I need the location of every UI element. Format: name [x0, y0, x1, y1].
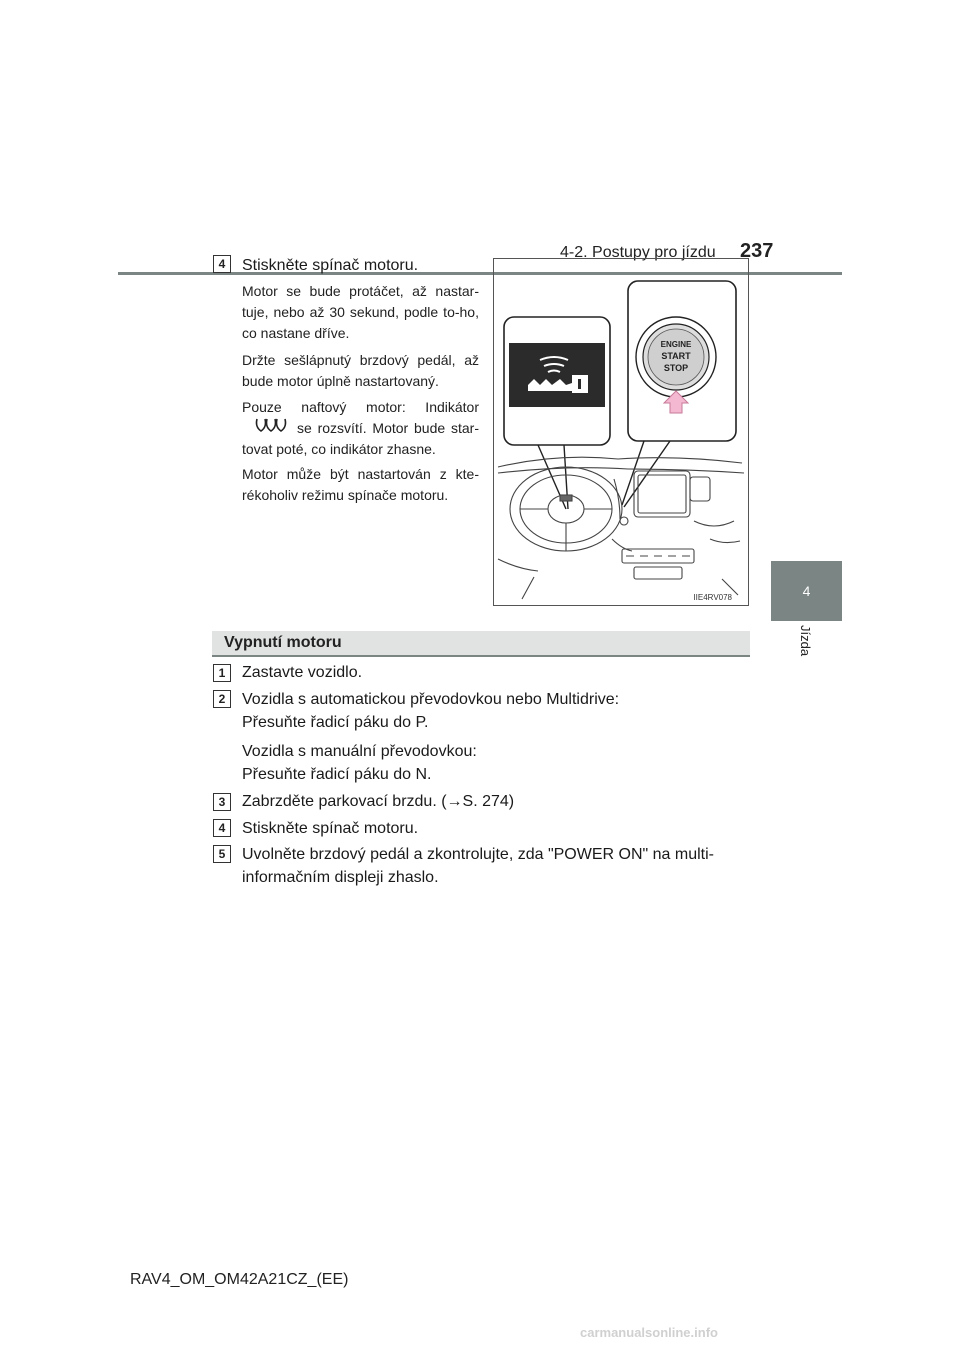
chapter-tab-label: Jízda — [798, 625, 813, 657]
step-5-line-1: Uvolněte brzdový pedál a zkontrolujte, zda "POWER ON" na multi- — [242, 846, 714, 863]
step-badge-5: 5 — [213, 845, 231, 863]
figure-code: IIE4RV078 — [693, 593, 732, 602]
note-any-mode: Motor může být nastartován z kte-rékoholiv režimu spínače motoru. — [242, 466, 479, 503]
chapter-tab[interactable]: 4 — [771, 561, 842, 621]
step-2-line-p: Přesuňte řadicí páku do P. — [242, 714, 429, 731]
section-title: 4-2. Postupy pro jízdu — [560, 244, 716, 261]
note-cranking: Motor se bude protáčet, až nastar-tuje, nebo až 30 sekund, podle to-ho, co nastane dříve. — [242, 283, 479, 341]
step-2-line-manual: Vozidla s manuální převodovkou: — [242, 743, 477, 760]
step-badge-3: 3 — [213, 793, 231, 811]
note-diesel: Pouze naftový motor: Indikátor — [242, 399, 479, 415]
step-3-text: Zabrzděte parkovací brzdu. (→S. 274) — [242, 793, 515, 810]
step-badge: 4 — [213, 255, 231, 273]
section-heading-stop-engine — [212, 631, 750, 657]
step-5-line-2: informačním displeji zhaslo. — [242, 869, 439, 886]
step-2-line-auto: Vozidla s automatickou převodovkou nebo Multidrive: — [242, 691, 620, 708]
section-heading-text: Vypnutí motoru — [224, 634, 342, 651]
note-brake: Držte sešlápnutý brzdový pedál, až bude motor úplně nastartovaný. — [242, 352, 479, 389]
button-text-start: START — [661, 351, 691, 361]
note-indicator: se rozsvítí. Motor bude star-tovat poté, co indikátor zhasne. — [242, 420, 479, 457]
step-2-line-n: Přesuňte řadicí páku do N. — [242, 766, 432, 783]
document-code: RAV4_OM_OM42A21CZ_(EE) — [130, 1271, 349, 1288]
step-badge-2: 2 — [213, 690, 231, 708]
step-badge-1: 1 — [213, 664, 231, 682]
step-title: Stiskněte spínač motoru. — [242, 257, 419, 274]
dashboard-line-art — [498, 457, 744, 599]
step-badge-4: 4 — [213, 819, 231, 837]
watermark: carmanualsonline.info — [580, 1325, 718, 1340]
dashboard-illustration — [493, 258, 749, 606]
dashboard-drawing — [494, 259, 748, 605]
step-4-text: Stiskněte spínač motoru. — [242, 820, 419, 837]
button-text-engine: ENGINE — [660, 340, 692, 349]
step-1-text: Zastavte vozidlo. — [242, 664, 363, 681]
key-signal-icon — [509, 343, 605, 407]
button-text-stop: STOP — [663, 363, 689, 373]
page-number: 237 — [740, 240, 774, 262]
